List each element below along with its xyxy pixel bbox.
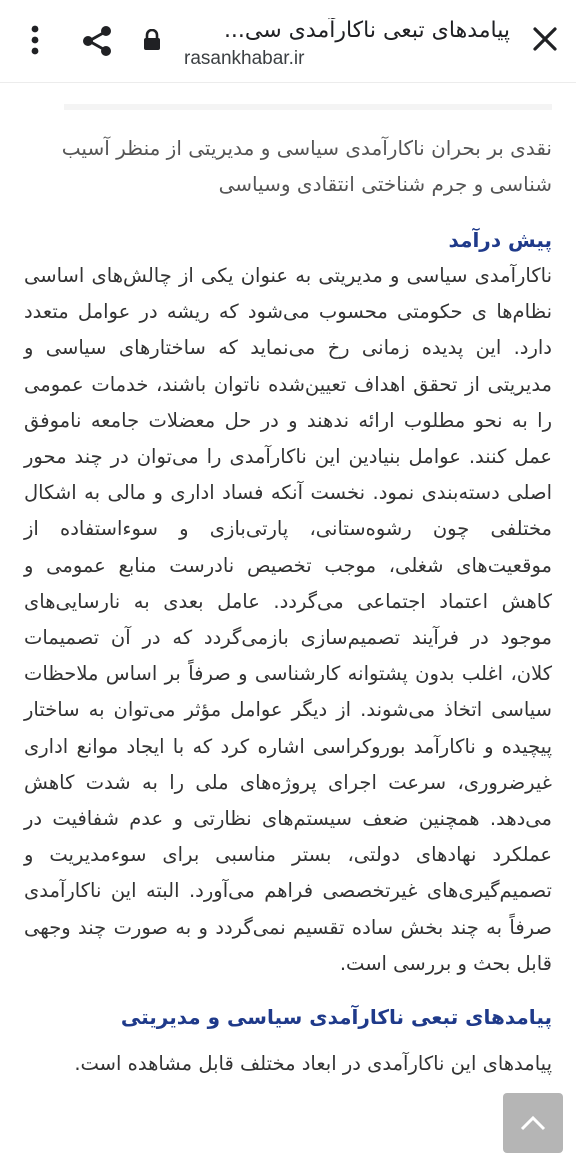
chevron-up-icon [518, 1113, 548, 1133]
close-icon [532, 26, 558, 52]
intro-paragraph: ناکارآمدی سیاسی و مدیریتی به عنوان یکی از چالش‌های اساسی نظام‌ها ی حکومتی محسوب می‌شود که ریشه در عوامل متعدد دارد. این پدیده زمانی رخ می‌نماید که ساختارهای سیاسی و مدیریتی از تحقق اهداف تعیین‌شده ناتوان باشند، خدمات عمومی را به نحو مطلوب ارائه ندهند و در حل معضلات جامعه ناموفق عمل کنند. عوامل بنیادین این ناکارآمدی را می‌توان در چند محور اصلی دسته‌بندی نمود. نخست آنکه فساد اداری و مالی به اشکال مختلفی چون رشوه‌ستانی، پارتی‌بازی و سوءاستفاده از موقعیت‌های شغلی، موجب تخصیص نادرست منابع عمومی و کاهش اعتماد اجتماعی می‌گردد. عامل بعدی به نارسایی‌های موجود در فرآیند تصمیم‌سازی بازمی‌گردد که در آن تصمیمات کلان، اغلب بدون پشتوانه کارشناسی و صرفاً بر اساس ملاحظات سیاسی اتخاذ می‌شوند. از دیگر عوامل مؤثر می‌توان به ساختار پیچیده و ناکارآمد بوروکراسی اشاره کرد که با ایجاد موانع اداری غیرضروری، سرعت اجرای پروژه‌های ملی را به شدت کاهش می‌دهد. همچنین ضعف سیستم‌های نظارتی و عدم شفافیت در عملکرد نهادهای دولتی، بستر مناسبی برای سوءمدیریت و تصمیم‌گیری‌های غیرتخصصی فراهم می‌آورد. البته این ناکارآمدی صرفاً به چند بخش ساده تقسیم نمی‌گردد و به صورت چند وجهی قابل بحث و بررسی است. [24, 264, 552, 975]
more-options-button[interactable] [18, 22, 52, 58]
close-button[interactable] [528, 22, 562, 56]
tab-title: پیامدهای تبعی ناکارآمدی سی... [223, 18, 510, 43]
lock-icon[interactable] [143, 29, 161, 51]
share-icon [80, 24, 114, 58]
share-button[interactable] [78, 22, 116, 60]
url-text[interactable]: rasankhabar.ir [184, 48, 305, 69]
scroll-to-top-button[interactable] [503, 1093, 563, 1153]
article-lead: نقدی بر بحران ناکارآمدی سیاسی و مدیریتی از منظر آسیب شناسی و جرم شناختی انتقادی وسیاسی [61, 136, 552, 196]
intro-heading: پیش درآمد [448, 228, 552, 252]
more-vert-icon [30, 25, 40, 55]
content-divider [64, 104, 552, 110]
consequences-paragraph: پیامدهای این ناکارآمدی در ابعاد مختلف قابل مشاهده است. [74, 1052, 552, 1076]
browser-top-bar [0, 0, 576, 83]
consequences-heading: پیامدهای تبعی ناکارآمدی سیاسی و مدیریتی [120, 1005, 552, 1030]
article-content [24, 130, 552, 1082]
